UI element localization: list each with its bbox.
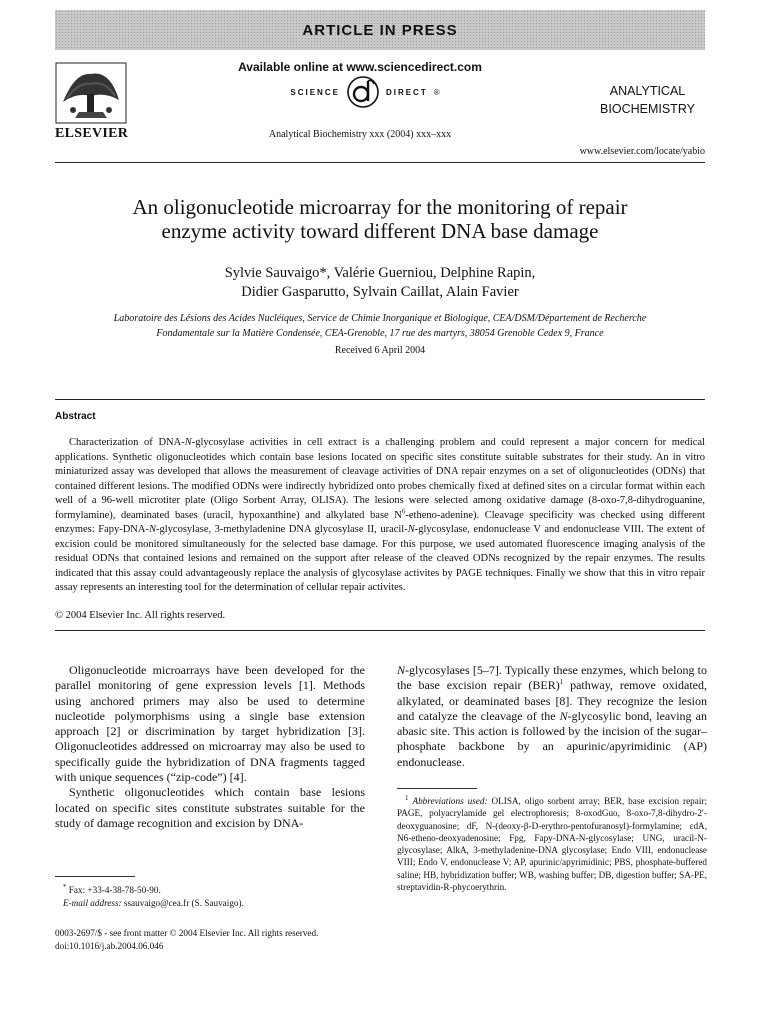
front-matter-line: 0003-2697/$ - see front matter © 2004 Elsevier Inc. All rights reserved. [55, 928, 319, 938]
fax-text: Fax: +33-4-38-78-50-90. [66, 885, 161, 895]
abstract-italic-n: N [184, 437, 192, 448]
sd-right-text: DIRECT [385, 87, 428, 97]
abstract-paragraph [55, 436, 705, 596]
sd-registered-mark: ® [433, 87, 440, 97]
front-matter-note [55, 927, 385, 952]
body-italic-n2: N [559, 708, 568, 723]
article-title [55, 195, 705, 243]
abstract-text-a: Characterization of DNA- [69, 437, 185, 448]
received-date: Received 6 April 2004 [334, 345, 426, 356]
abstract-top-divider [55, 399, 705, 400]
journal-name-line-1: ANALYTICAL [609, 84, 686, 98]
abstract-text-d: -glycosylase, 3-methyladenine DNA glycosylase II, uracil- [156, 524, 408, 535]
title-line-2: enzyme activity toward different DNA base damage [161, 219, 599, 243]
authors-line-2: Didier Gasparutto, Sylvain Caillat, Alain Favier [241, 284, 519, 300]
fax-line [55, 884, 365, 897]
sciencedirect-d-icon [346, 75, 380, 109]
email-label: E-mail address: [63, 897, 122, 908]
journal-url-link[interactable]: www.elsevier.com/locate/yabio [579, 146, 705, 157]
author-affiliation [55, 311, 705, 341]
affiliation-line-2: Fondamentale sur la Matière Condensée, CEA-Grenoble, 17 rue des martyrs, 38054 Grenoble Cedex 9, France [156, 328, 604, 339]
abstract-superscript: 6 [401, 507, 406, 515]
body-paragraph-2: Synthetic oligonucleotides which contain base lesions located on specific sites constitute substrates suitable for the study of damage recognition and excision by DNA- [55, 785, 365, 830]
body-column-right [397, 663, 707, 770]
footnote-ref-1[interactable]: 1 [559, 678, 564, 687]
email-line [55, 897, 365, 910]
body-text-c: -glycosylic bond, leaving an abasic site. This action is followed by the incision of the sugar–phosphate backbone by an apurinic/apyrimidinic (AP) endonuclease. [397, 708, 708, 769]
abbreviations-text: OLISA, oligo sorbent array; BER, base excision repair; PAGE, polyacrylamide gel electrophoresis; 8-oxodGuo, 8-oxo-7,8-dihydro-2′-deoxyguanosine; dF, N-(deoxy-β-D-erythro-pentofuranosyl)-formylamine; εdA, N6-etheno-deoxyadenosine; Fpg, Fapy-DNA-N-glycosylase; UNG, uracil-N-glycosylase; AlkA, 3-methyladenine-DNA glycosylase; Endo VIII, endonuclease VIII; Endo V, endonuclease V; AP, apurinic/apyrimidinic; PBS, phosphate-buffered saline; HB, hybridization buffer; WB, washing buffer; DB, digestion buffer; SA-PE, streptavidin-R-phycoerythrin. [397, 796, 708, 893]
sd-left-text: SCIENCE [290, 87, 340, 97]
press-banner-text: ARTICLE IN PRESS [302, 21, 458, 39]
body-paragraph-3 [397, 663, 707, 770]
authors-line-1: Sylvie Sauvaigo*, Valérie Guerniou, Delphine Rapin, [224, 265, 536, 281]
title-line-1: An oligonucleotide microarray for the monitoring of repair [132, 195, 628, 219]
journal-citation: Analytical Biochemistry xxx (2004) xxx–xxx [268, 129, 452, 140]
body-text-a: -glycosylases [5–7]. Typically these enzymes, which belong to the base excision repair (BER) [397, 663, 707, 693]
available-online-text: Available online at www.sciencedirect.com [238, 60, 482, 74]
email-address-link[interactable]: ssauvaigo@cea.fr (S. Sauvaigo). [121, 897, 244, 908]
elsevier-tree-logo [55, 62, 127, 124]
corresponding-author-footnote [55, 884, 365, 909]
author-list [55, 264, 705, 302]
publisher-wordmark: ELSEVIER [55, 126, 129, 141]
journal-name [590, 82, 705, 118]
footnote-asterisk: * [63, 882, 67, 891]
abstract-text-b: -glycosylase activities in cell extract is a challenging problem and could represent a major concern for medical applications. Synthetic oligonucleotides which contain base lesions located on specific sites constitute suitable substrates for their study. An in vitro miniaturized assay was developed that allows the measurement of cleavage activities of DNA repair enzymes on a set of oligonucleotides (ODNs) that contained different lesions. The modified ODNs were indirectly hybridized onto probes chemically fixed at defined sites on a circular format within each well of a 96-well microtiter plate (Oligo Sorbent Array, OLISA). The lesions were selected among oxidative damage (8-oxo-7,8-dihydroguanine, formylamine), deaminated bases (uracil, hypoxanthine) and alkylated base N [55, 437, 706, 521]
header-divider [55, 162, 705, 163]
footnote-mark-1: 1 [405, 793, 409, 802]
footnote-divider-right [397, 788, 477, 789]
footnote-divider-left [55, 876, 135, 877]
abstract-bottom-divider [55, 630, 705, 631]
abbreviations-label: Abbreviations used: [412, 796, 488, 806]
body-text-b: pathway, remove oxidated, alkylated, or deaminated bases [8]. They recognize the lesion and catalyze the cleavage of the [397, 678, 707, 723]
journal-name-line-2: BIOCHEMISTRY [600, 102, 695, 116]
abstract-heading: Abstract [55, 411, 96, 422]
abstract-italic-n2: N [148, 524, 156, 535]
body-column-left [55, 663, 365, 831]
affiliation-line-1: Laboratoire des Lésions des Acides Nucléiques, Service de Chimie Inorganique et Biologique, CEA/DSM/Département de Recherche [113, 313, 647, 324]
sciencedirect-logo [255, 75, 475, 109]
abstract-italic-n3: N [407, 524, 415, 535]
article-in-press-banner [55, 10, 705, 50]
abstract-copyright: © 2004 Elsevier Inc. All rights reserved. [55, 610, 226, 621]
abbreviations-footnote [397, 795, 707, 893]
abstract-text-e: -glycosylase, endonuclease V and endonuclease VIII. The extent of excision could be monitored simultaneously for the selected base damage. For this purpose, we used automated fluorescence imaging analysis of the residual ODNs that contained lesions and remained on the support after release of the cleaved ODNs recognized by the repair enzymes. The results indicated that this assay could advantageously replace the analysis of glycosylase activites by PAGE techniques. Finally we show that this in vitro repair assay represents an interesting tool for the determination of cellular repair activites. [55, 524, 705, 593]
doi-link[interactable]: doi:10.1016/j.ab.2004.06.046 [55, 940, 164, 951]
body-italic-n: N [397, 663, 406, 677]
abstract-text-c: -etheno-adenine). Cleavage specificity was checked using different enzymes: Fapy-DNA- [55, 509, 705, 535]
body-paragraph-1: Oligonucleotide microarrays have been developed for the parallel monitoring of gene expression levels [1]. Methods using anchored primers may also be used to determine nucleotide polymorphisms using a single base extension approach [2] or discrimination by target hybridization [3]. Oligonucleotides addressed on microarray may also be used to specifically guide the hybridization of DNA fragments tagged with unique sequences (“zip-code”) [4]. [55, 663, 365, 785]
